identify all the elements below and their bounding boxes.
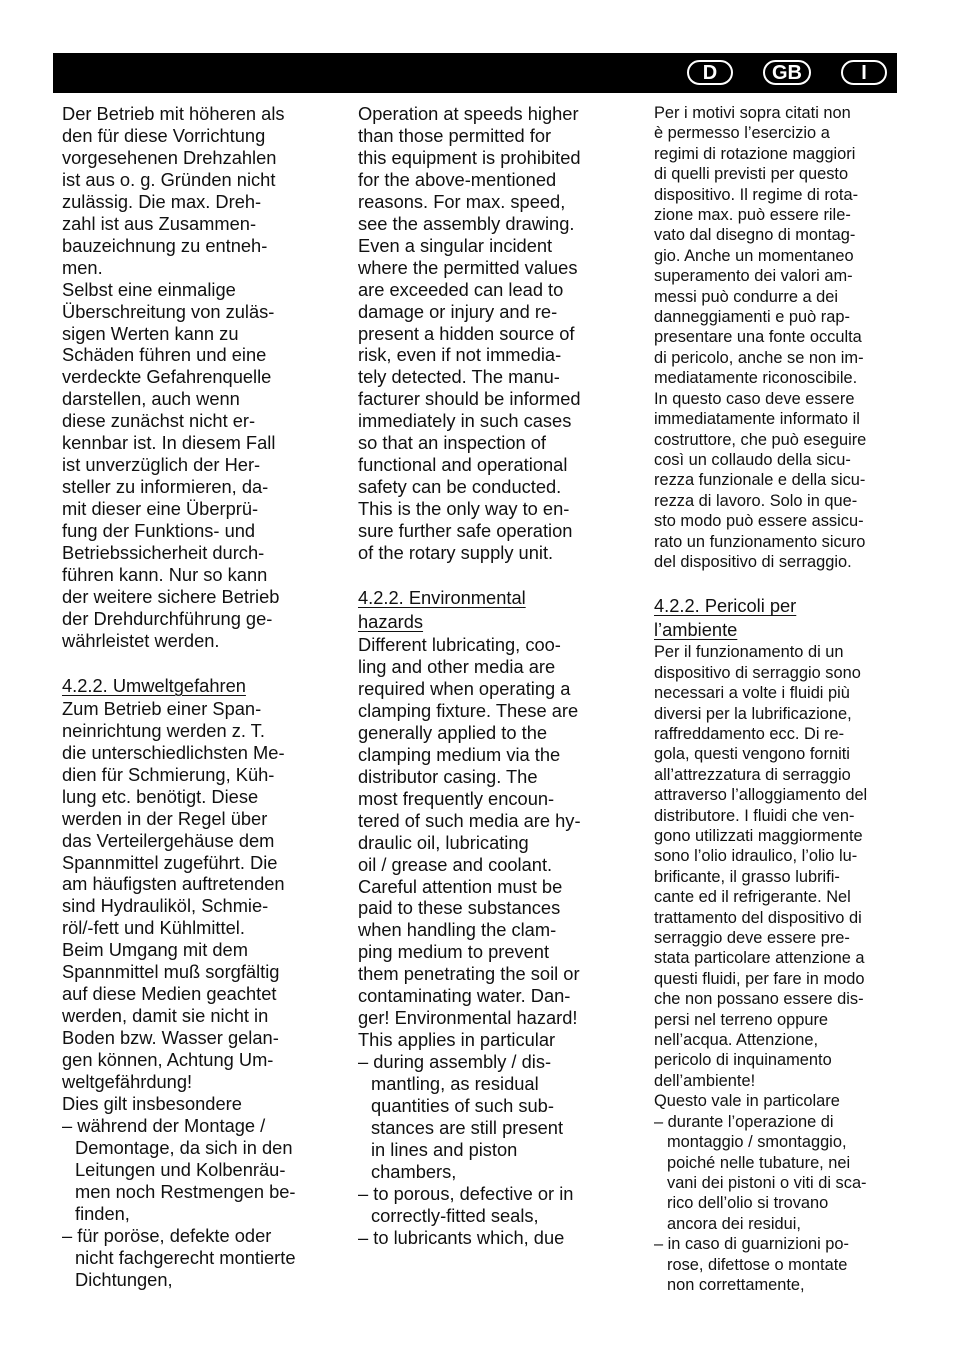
list-item-first-line: – durante l’operazione di [654,1112,834,1131]
list-item-continuation: finden, [75,1202,130,1224]
gb-heading-environmental [358,586,620,634]
text-line: rato un funzionamento sicuro [654,532,866,551]
list-item-first-line: – to porous, defective or in [358,1182,574,1204]
text-line: than those permitted for [358,124,552,146]
list-item-first-line: – to lubricants which, due [358,1226,565,1248]
text-line: steller zu informieren, da- [62,476,269,498]
text-line: zione max. può essere rile- [654,206,851,225]
list-item [62,1225,324,1291]
list-item [358,1051,620,1183]
text-line: serraggio deve essere pre- [654,929,850,948]
list-item [358,1183,620,1227]
text-line: werden, damit sie nicht in [62,1005,269,1027]
text-line: gono utilizzati maggiormente [654,827,863,845]
text-line: der weitere sichere Betrieb [62,585,280,607]
text-line: regimi di rotazione maggiori [654,144,856,163]
text-line: immediately in such cases [358,410,572,432]
text-line: Spannmittel muß sorgfältig [62,961,280,983]
text-line: damage or injury and re- [358,300,558,322]
list-item-first-line: – während der Montage / [62,1114,266,1136]
text-line: trattamento del dispositivo di [654,908,862,927]
list-item-continuation: rose, difettose o montate [667,1255,848,1274]
text-line: distributore. I fluidi che ven- [654,806,855,825]
text-line: mediatamente riconoscibile. [654,369,858,388]
list-item-first-line: – für poröse, defekte oder [62,1224,272,1246]
text-line: brificante, il grasso lubrifi- [654,867,840,886]
text-line: Beim Umgang mit dem [62,939,248,961]
text-line: fung der Funktions- und [62,520,256,542]
list-item-continuation: non correttamente, [667,1275,805,1294]
list-item-continuation: rico dell’olio si trovano [667,1194,829,1213]
text-line: reasons. For max. speed, [358,190,566,212]
text-line: this equipment is prohibited [358,146,581,168]
de-paragraph-environmental [62,698,324,1115]
it-paragraph-environmental [654,642,904,1111]
text-line: zahl ist aus Zusammen- [62,212,257,234]
text-line: rezza funzionale e della sicu- [654,471,866,490]
text-line: das Verteilergehäuse dem [62,829,275,851]
text-line: Zum Betrieb einer Span- [62,697,262,719]
list-item-continuation: Dichtungen, [75,1268,173,1290]
text-line: draulic oil, lubricating [358,831,529,853]
text-line: führen kann. Nur so kann [62,564,268,586]
text-line: Careful attention must be [358,875,563,897]
text-line: Questo vale in particolare [654,1092,840,1111]
list-item [358,1227,620,1249]
text-line: gio. Anche un momentaneo [654,246,854,265]
text-line: all’attrezzatura di serraggio [654,765,851,784]
text-line: rezza di lavoro. Solo in que- [654,491,858,510]
text-line: pericolo di inquinamento [654,1051,832,1070]
text-line: In questo caso deve essere [654,389,855,408]
text-line: oil / grease and coolant. [358,853,553,875]
list-item [654,1234,904,1295]
text-line: This is the only way to en- [358,498,570,520]
text-line: am häufigsten auftretenden [62,873,285,895]
text-line: l’ambiente [654,619,738,641]
list-item-continuation: stances are still present [371,1116,564,1138]
it-list [654,1112,904,1296]
text-line: Schäden führen und eine [62,344,267,366]
text-line: Spannmittel zugeführt. Die [62,851,278,873]
text-line: clamping medium via the [358,743,561,765]
column-english [358,103,620,1249]
list-item [654,1112,904,1234]
list-item-continuation: in lines and piston [371,1138,518,1160]
text-line: ist aus o. g. Gründen nicht [62,168,276,190]
de-list [62,1115,324,1291]
text-line: Dies gilt insbesondere [62,1092,242,1114]
gb-list [358,1051,620,1249]
text-line: Selbst eine einmalige [62,278,236,300]
text-line: röl/-fett und Kühlmittel. [62,917,245,939]
text-line: Per il funzionamento di un [654,643,844,662]
text-line: contaminating water. Dan- [358,985,571,1007]
text-line: for the above-mentioned [358,168,557,190]
list-item-continuation: vani dei pistoni o viti di sca- [667,1173,867,1192]
text-line: hazards [358,611,424,633]
list-item-continuation: chambers, [371,1160,457,1182]
text-line: di pericolo, anche se non im- [654,348,864,367]
text-line: raffreddamento ecc. Di re- [654,724,845,743]
text-line: gen können, Achtung Um- [62,1049,274,1071]
text-line: der Drehdurchführung ge- [62,607,273,629]
text-line: diversi per la lubrificazione, [654,704,852,723]
text-line: ling and other media are [358,655,556,677]
text-line: required when operating a [358,677,571,699]
text-line: nell’acqua. Attenzione, [654,1031,819,1050]
text-line: Even a singular incident [358,234,553,256]
text-line: see the assembly drawing. [358,212,575,234]
language-badge-gb: GB [763,60,811,85]
list-item-continuation: correctly-fitted seals, [371,1204,539,1226]
language-badge-i: I [841,60,887,85]
text-line: dell’ambiente! [654,1071,756,1090]
text-line: vato dal disegno di montag- [654,226,856,245]
text-line: den für diese Vorrichtung [62,124,266,146]
column-german [62,103,324,1291]
list-item-continuation: ancora dei residui, [667,1214,801,1233]
list-item-continuation: men noch Restmengen be- [75,1180,296,1202]
list-item [62,1115,324,1225]
text-line: Per i motivi sopra citati non [654,104,851,122]
list-item-continuation: montaggio / smontaggio, [667,1133,847,1152]
text-line: stata particolare attenzione a [654,949,865,968]
text-line: ping medium to prevent [358,941,550,963]
text-line: così un collaudo della sicu- [654,450,851,469]
text-line: cante ed il refrigerante. Nel [654,888,851,907]
text-line: superamento dei valori am- [654,267,853,286]
text-line: them penetrating the soil or [358,963,580,985]
list-item-continuation: mantling, as residual [371,1073,539,1095]
text-line: when handling the clam- [358,919,557,941]
text-line: paid to these substances [358,897,561,919]
text-line: die unterschiedlichsten Me- [62,741,285,763]
text-line: This applies in particular [358,1029,556,1051]
text-line: Different lubricating, coo- [358,634,561,656]
text-line: 4.2.2. Environmental [358,587,526,609]
gb-paragraph-operation [358,103,620,564]
text-line: neinrichtung werden z. T. [62,719,265,741]
text-line: clamping fixture. These are [358,699,579,721]
text-line: are exceeded can lead to [358,278,564,300]
text-line: tered of such media are hy- [358,809,581,831]
text-line: where the permitted values [358,256,578,278]
list-item-continuation: Leitungen und Kolbenräu- [75,1158,286,1180]
text-line: tely detected. The manu- [358,366,560,388]
text-line: del dispositivo di serraggio. [654,552,852,571]
text-line: danneggiamenti e può rap- [654,308,850,327]
language-badge-d: D [687,60,733,85]
list-item-continuation: poiché nelle tubature, nei [667,1153,851,1172]
text-line: attraverso l’alloggiamento del [654,786,868,805]
text-line: so that an inspection of [358,432,547,454]
text-line: functional and operational [358,454,568,476]
text-line: generally applied to the [358,721,548,743]
text-line: di quelli previsti per questo [654,165,849,184]
text-line: Betriebssicherheit durch- [62,542,265,564]
list-item-continuation: quantities of such sub- [371,1095,554,1117]
text-line: risk, even if not immedia- [358,344,562,366]
text-line: messi può condurre a dei [654,287,839,306]
text-line: werden in der Regel über [62,807,268,829]
column-italian [654,103,904,1295]
text-line: sigen Werten kann zu [62,322,239,344]
text-line: auf diese Medien geachtet [62,983,277,1005]
text-line: 4.2.2. Pericoli per [654,595,797,617]
text-line: facturer should be informed [358,388,581,410]
text-line: Boden bzw. Wasser gelan- [62,1027,279,1049]
text-line: darstellen, auch wenn [62,388,240,410]
text-line: most frequently encoun- [358,787,555,809]
text-line: questi fluidi, per fare in modo [654,969,865,988]
text-line: dispositivo. Il regime di rota- [654,185,859,204]
text-line: persi nel terreno oppure [654,1010,829,1029]
text-line: sono l’olio idraulico, l’olio lu- [654,847,858,866]
list-item-first-line: – during assembly / dis- [358,1051,552,1073]
text-line: sto modo può essere assicu- [654,512,864,531]
list-item-first-line: – in caso di guarnizioni po- [654,1235,849,1254]
text-line: ist unverzüglich der Her- [62,454,261,476]
text-line: sure further safe operation [358,520,573,542]
text-line: safety can be conducted. [358,476,562,498]
list-item-continuation: nicht fachgerecht montierte [75,1246,296,1268]
de-heading-environmental: 4.2.2. Umweltgefahren [62,674,246,696]
text-line: è permesso l’esercizio a [654,124,830,143]
text-line: present a hidden source of [358,322,575,344]
text-line: distributor casing. The [358,765,538,787]
it-paragraph-operation [654,103,904,572]
text-line: Überschreitung von zuläs- [62,300,275,322]
text-line: währleistet werden. [62,629,220,651]
text-line: of the rotary supply unit. [358,542,554,564]
text-line: lung etc. benötigt. Diese [62,785,259,807]
text-line: Der Betrieb mit höheren als [62,103,285,124]
text-line: Operation at speeds higher [358,103,579,124]
text-line: gola, questi vengono forniti [654,745,850,764]
text-line: kennbar ist. In diesem Fall [62,432,276,454]
list-item-continuation: Demontage, da sich in den [75,1136,293,1158]
text-line: vorgesehenen Drehzahlen [62,146,277,168]
header-bar [53,53,897,93]
text-line: dispositivo di serraggio sono [654,663,861,682]
text-line: diese zunächst nicht er- [62,410,256,432]
text-line: zulässig. Die max. Dreh- [62,190,262,212]
text-line: mit dieser eine Überprü- [62,498,259,520]
text-line: immediatamente informato il [654,410,860,429]
it-heading-environmental [654,594,904,642]
text-line: verdeckte Gefahrenquelle [62,366,272,388]
text-line: dien für Schmierung, Küh- [62,763,275,785]
text-line: necessari a volte i fluidi più [654,684,850,703]
text-line: bauzeichnung zu entneh- [62,234,268,256]
text-line: men. [62,256,103,278]
text-line: ger! Environmental hazard! [358,1007,578,1029]
text-line: weltgefährdung! [62,1071,193,1093]
de-paragraph-operation [62,103,324,652]
text-line: costruttore, che può eseguire [654,430,867,449]
text-line: sind Hydrauliköl, Schmie- [62,895,269,917]
text-line: presentare una fonte occulta [654,328,862,347]
gb-paragraph-environmental [358,634,620,1051]
text-line: che non possano essere dis- [654,990,864,1009]
